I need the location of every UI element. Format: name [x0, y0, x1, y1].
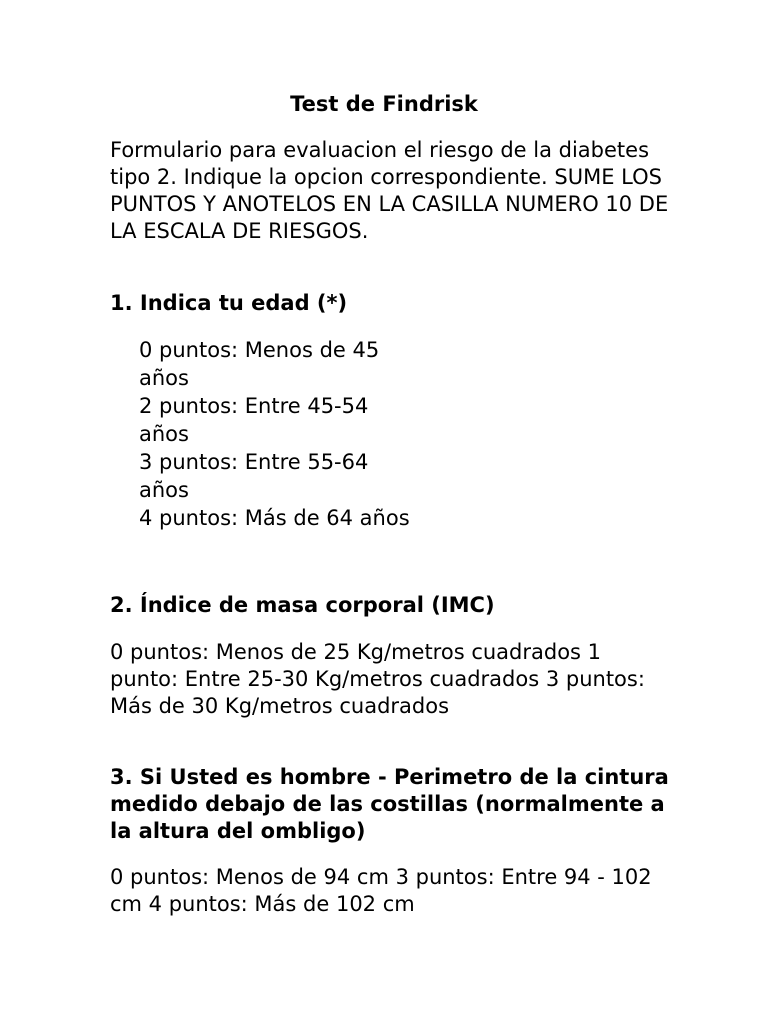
waist-options-text: 0 puntos: Menos de 94 cm 3 puntos: Entre 94 - 102 cm 4 puntos: Más de 102 cm [110, 865, 652, 916]
age-option: 3 puntos: Entre 55-64 años [139, 450, 369, 502]
age-options-list [139, 336, 419, 532]
age-option: 4 puntos: Más de 64 años [139, 506, 410, 530]
section-heading-imc: 2. Índice de masa corporal (IMC) [110, 593, 495, 617]
document-title: Test de Findrisk [290, 92, 478, 116]
section-heading-age: 1. Indica tu edad (*) [110, 291, 348, 315]
age-option: 0 puntos: Menos de 45 años [139, 338, 380, 390]
intro-paragraph: Formulario para evaluacion el riesgo de la diabetes tipo 2. Indique la opcion correspondiente. SUME LOS PUNTOS Y ANOTELOS EN LA CASILLA NUMERO 10 DE LA ESCALA DE RIESGOS. [110, 138, 669, 243]
age-option: 2 puntos: Entre 45-54 años [139, 394, 369, 446]
imc-options-text: 0 puntos: Menos de 25 Kg/metros cuadrados 1 punto: Entre 25-30 Kg/metros cuadrados 3 puntos: Más de 30 Kg/metros cuadrados [110, 640, 645, 718]
section-heading-waist: 3. Si Usted es hombre - Perimetro de la cintura medido debajo de las costillas (normalmente a la altura del ombligo) [110, 765, 669, 843]
